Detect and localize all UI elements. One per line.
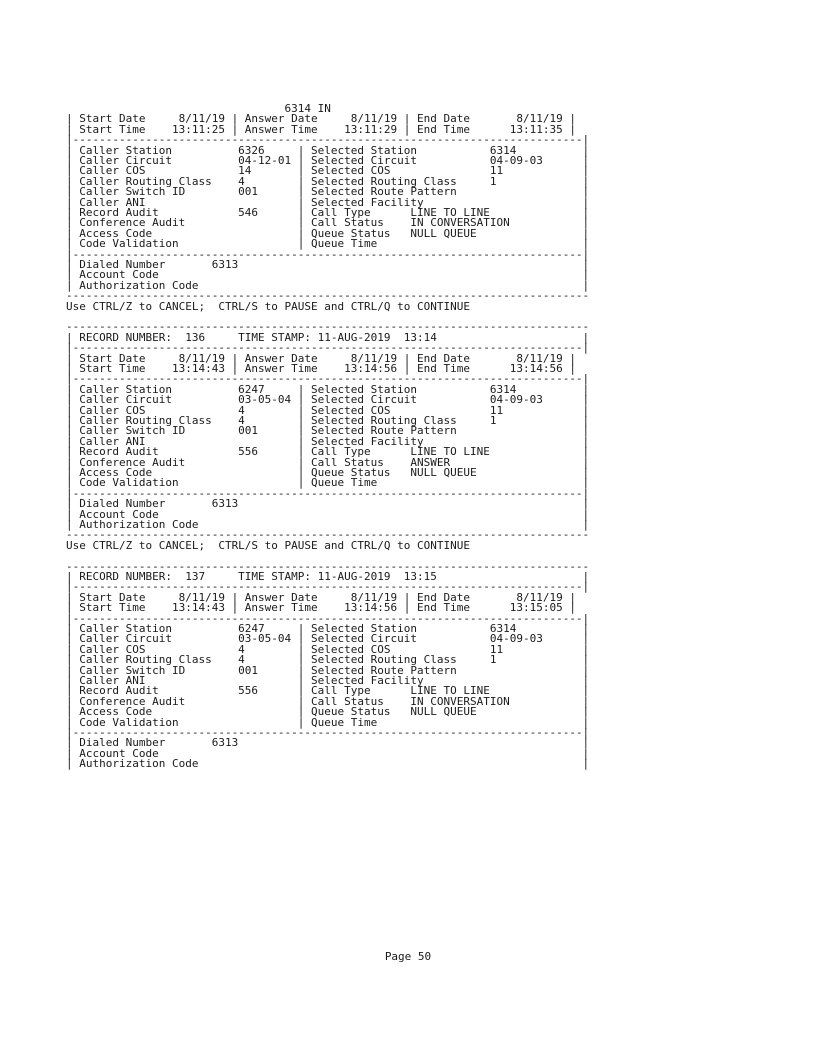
- printout-line: | Record Audit 556 | Call Type LINE TO LINE |: [66, 445, 590, 459]
- printout-line: |-----------------------------------------------------------------------------|: [66, 372, 590, 386]
- printout-line: | Start Date 8/11/19 | Answer Date 8/11/19 | End Date 8/11/19 |: [66, 112, 576, 126]
- printout-line: | Conference Audit | Call Status ANSWER |: [66, 455, 590, 469]
- printout-line: | Caller Switch ID 001 | Selected Route Pattern |: [66, 663, 590, 677]
- printout-line: | Start Time 13:14:43 | Answer Time 13:14:56 | End Time 13:14:56 |: [66, 362, 576, 375]
- page-number: Page 50: [384, 950, 432, 963]
- printout-line: | Code Validation | Queue Time |: [66, 715, 590, 729]
- printout-line: | Authorization Code |: [66, 518, 590, 531]
- printout-line: | Record Audit 546 | Call Type LINE TO LINE |: [66, 206, 590, 219]
- printout-line: | Start Time 13:11:25 | Answer Time 13:11:29 | End Time 13:11:35 |: [66, 122, 576, 136]
- printout-line: | Dialed Number 6313 |: [66, 258, 590, 271]
- printout-line: |-----------------------------------------------------------------------------|: [66, 341, 590, 355]
- printout-line: |-----------------------------------------------------------------------------|: [66, 726, 590, 739]
- printout-line: | Caller Station 6326 | Selected Station 6314 |: [66, 143, 590, 157]
- printout-line: Use CTRL/Z to CANCEL; CTRL/S to PAUSE and CTRL/Q to CONTINUE: [66, 538, 470, 552]
- printout-line: | Caller Routing Class 4 | Selected Routing Class 1 |: [66, 653, 590, 667]
- printout-line: | Record Audit 556 | Call Type LINE TO LINE |: [66, 684, 590, 698]
- printout-line: |-----------------------------------------------------------------------------|: [66, 247, 590, 261]
- printout-line: |-----------------------------------------------------------------------------|: [66, 580, 590, 594]
- printout-line: | Caller Station 6247 | Selected Station 6314 |: [66, 382, 590, 396]
- printout-line: | Dialed Number 6313 |: [66, 497, 590, 511]
- printout-line: -------------------------------------------------------------------------------: [66, 559, 590, 573]
- printout-line: |-----------------------------------------------------------------------------|: [66, 133, 590, 147]
- printout-line: | Caller Station 6247 | Selected Station 6314 |: [66, 622, 590, 635]
- printout-line: | Authorization Code |: [66, 757, 590, 771]
- printout-line: | Start Date 8/11/19 | Answer Date 8/11/19 | End Date 8/11/19 |: [66, 351, 576, 365]
- printout-line: | Code Validation | Queue Time |: [66, 237, 590, 251]
- printout-line: | Account Code |: [66, 746, 590, 760]
- printout-line: | Account Code |: [66, 507, 590, 521]
- printout-line: | Access Code | Queue Status NULL QUEUE |: [66, 705, 590, 719]
- printout-line: | Conference Audit | Call Status IN CONVERSATION |: [66, 216, 590, 230]
- printout-line: | Authorization Code |: [66, 278, 590, 292]
- printout-line: | RECORD NUMBER: 137 TIME STAMP: 11-AUG-2019 13:15 |: [66, 570, 590, 583]
- printout-line: | Caller COS 4 | Selected COS 11 |: [66, 403, 590, 417]
- printout-line: |-----------------------------------------------------------------------------|: [66, 486, 590, 500]
- printout-line: | Caller Circuit 03-05-04 | Selected Circuit 04-09-03 |: [66, 393, 590, 407]
- printout-line: -------------------------------------------------------------------------------: [66, 289, 590, 303]
- printout-line: | Access Code | Queue Status NULL QUEUE |: [66, 466, 590, 479]
- printout-line: | Caller COS 14 | Selected COS 11 |: [66, 164, 590, 178]
- printout-line: | Account Code |: [66, 268, 590, 282]
- printout-line: | Caller Routing Class 4 | Selected Routing Class 1 |: [66, 414, 590, 427]
- printout-line: Use CTRL/Z to CANCEL; CTRL/S to PAUSE and CTRL/Q to CONTINUE: [66, 299, 470, 313]
- printout-line: -------------------------------------------------------------------------------: [66, 320, 590, 334]
- printout-line: | Code Validation | Queue Time |: [66, 476, 590, 490]
- printout-line: -------------------------------------------------------------------------------: [66, 528, 590, 542]
- printout-line: | Caller ANI | Selected Facility |: [66, 434, 590, 448]
- printout-line: | Caller Switch ID 001 | Selected Route Pattern |: [66, 185, 590, 199]
- printout-line: | Caller Routing Class 4 | Selected Routing Class 1 |: [66, 174, 590, 188]
- printout-line: 6314 IN: [66, 102, 331, 115]
- printout-line: | Caller Circuit 04-12-01 | Selected Circuit 04-09-03 |: [66, 154, 590, 167]
- printout-line: | Caller ANI | Selected Facility |: [66, 674, 590, 687]
- printout-line: | Caller Circuit 03-05-04 | Selected Circuit 04-09-03 |: [66, 632, 590, 646]
- printout-line: | Access Code | Queue Status NULL QUEUE |: [66, 226, 590, 240]
- printout-line: | Caller Switch ID 001 | Selected Route Pattern |: [66, 424, 590, 438]
- printout-line: | Start Date 8/11/19 | Answer Date 8/11/19 | End Date 8/11/19 |: [66, 590, 576, 604]
- printout-line: | Caller COS 4 | Selected COS 11 |: [66, 642, 590, 656]
- printout-line: | Caller ANI | Selected Facility |: [66, 195, 590, 209]
- printout-line: | RECORD NUMBER: 136 TIME STAMP: 11-AUG-2019 13:14 |: [66, 330, 590, 344]
- printout-line: | Start Time 13:14:43 | Answer Time 13:14:56 | End Time 13:15:05 |: [66, 601, 576, 615]
- printout-line: | Conference Audit | Call Status IN CONVERSATION |: [66, 694, 590, 708]
- printout-line: |-----------------------------------------------------------------------------|: [66, 611, 590, 625]
- printout-line: | Dialed Number 6313 |: [66, 736, 590, 750]
